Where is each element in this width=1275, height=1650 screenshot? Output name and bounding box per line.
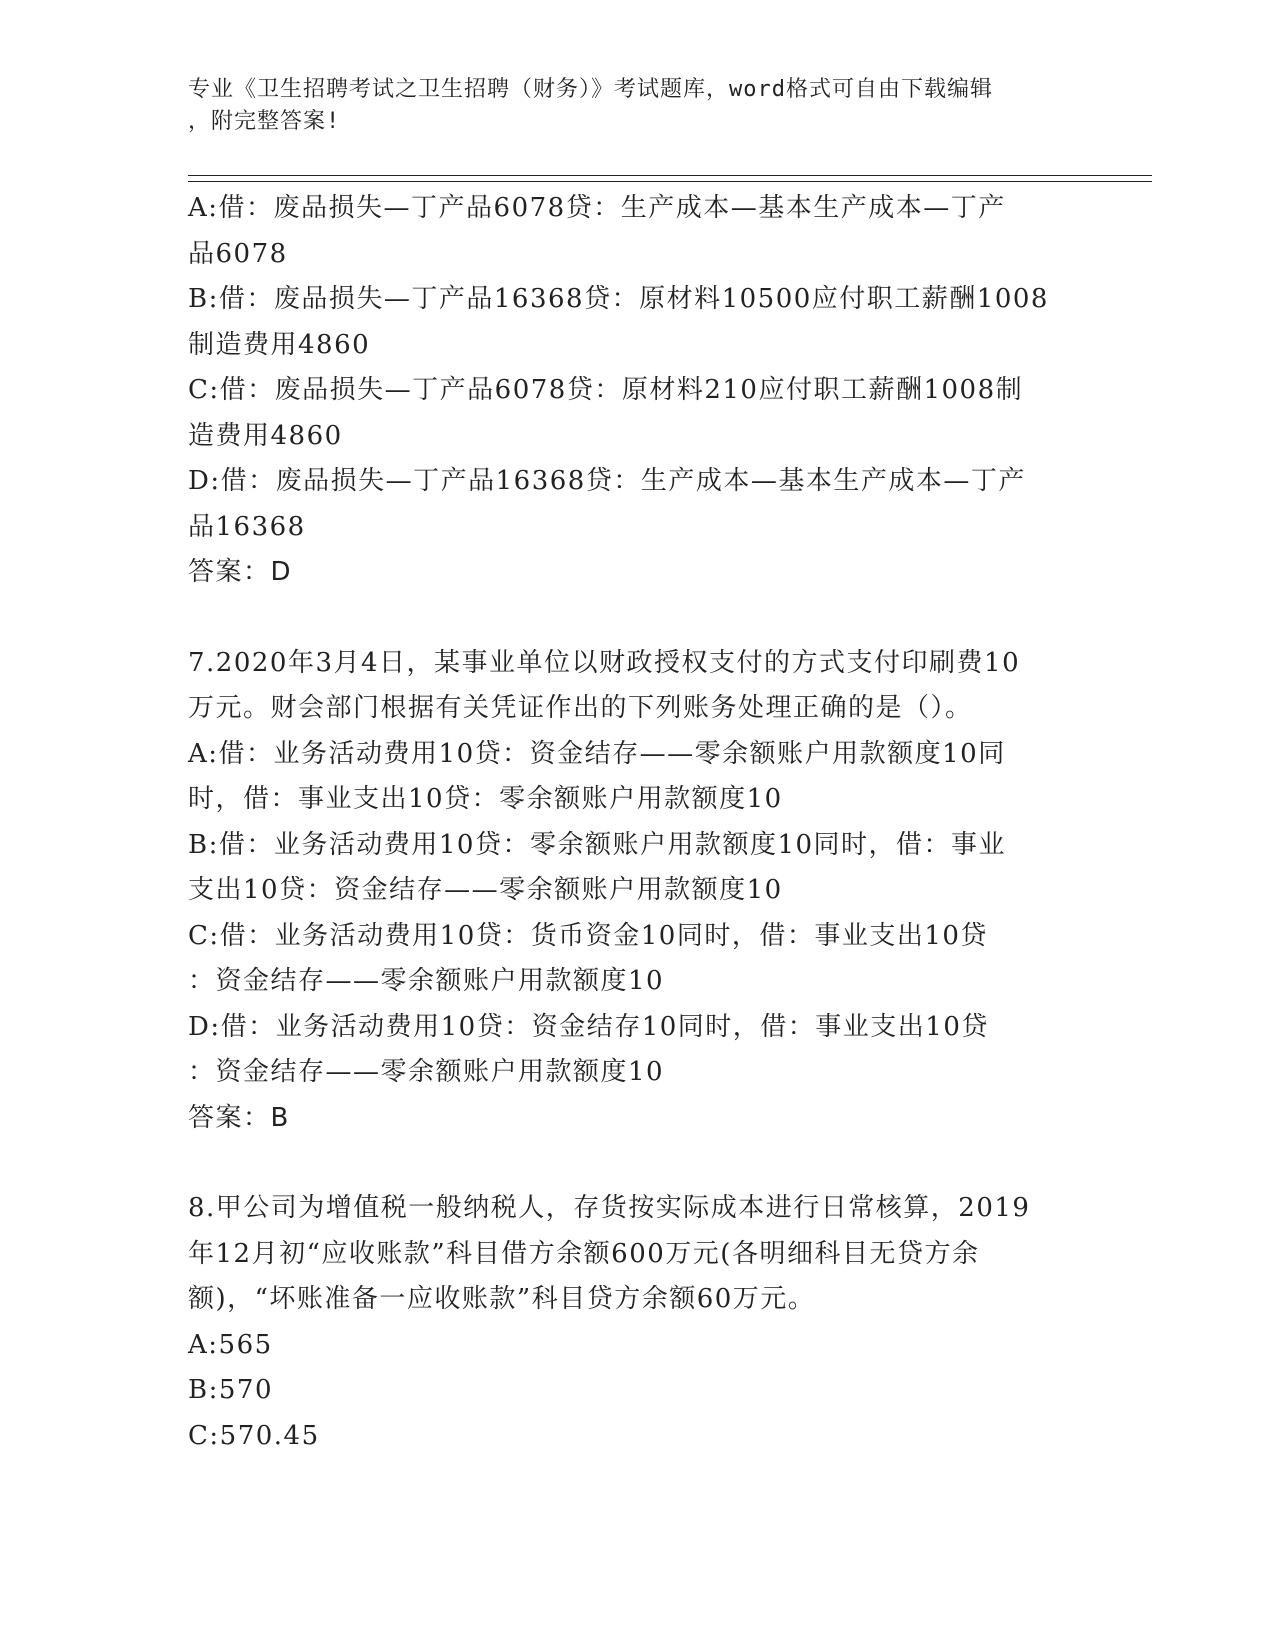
q7-option-b-line-2: 支出10贷：资金结存——零余额账户用款额度10 [188,875,783,905]
q6-option-d-line-1: D:借：废品损失—丁产品16368贷：生产成本—基本生产成本—丁产 [188,466,1026,496]
q7-option-a-line-2: 时，借：事业支出10贷：零余额账户用款额度10 [188,784,783,814]
document-header [188,74,1068,138]
q8-option-a: A:565 [188,1329,273,1360]
question-6 [188,186,1088,596]
q6-option-b-line-1: B:借：废品损失—丁产品16368贷：原材料10500应付职工薪酬1008 [188,284,1049,314]
document-body [188,186,1088,1459]
q8-option-b: B:570 [188,1375,273,1405]
question-8 [188,1186,1088,1459]
q6-option-d-line-2: 品16368 [188,511,306,542]
header-rule-top [188,175,1152,176]
q7-stem-line-2: 万元。财会部门根据有关凭证作出的下列账务处理正确的是（）。 [188,693,973,723]
q6-option-c-line-2: 造费用4860 [188,420,343,451]
header-rule-bottom [188,181,1152,182]
q6-answer: 答案：D [188,557,293,587]
q8-stem-line-2: 年12月初“应收账款”科目借方余额600万元(各明细科目无贷方余 [188,1238,980,1269]
q6-option-b-line-2: 制造费用4860 [188,329,371,360]
q7-option-c-line-1: C:借：业务活动费用10贷：货币资金10同时，借：事业支出10贷 [188,920,988,951]
q8-stem-line-1: 8.甲公司为增值税一般纳税人，存货按实际成本进行日常核算，2019 [188,1193,1031,1223]
q7-answer: 答案：B [188,1102,290,1133]
q7-option-b-line-1: B:借：业务活动费用10贷：零余额账户用款额度10同时，借：事业 [188,829,1007,860]
q6-option-a-line-2: 品6078 [188,238,288,269]
q7-option-d-line-2: ：资金结存——零余额账户用款额度10 [188,1057,665,1087]
spacer [188,1141,1088,1186]
header-line-1: 专业《卫生招聘考试之卫生招聘（财务）》考试题库，word格式可自由下载编辑 [188,77,993,102]
spacer [188,596,1088,641]
q8-option-c: C:570.45 [188,1420,320,1451]
question-7 [188,641,1088,1142]
q7-option-c-line-2: ：资金结存——零余额账户用款额度10 [188,966,665,996]
q7-option-a-line-1: A:借：业务活动费用10贷：资金结存——零余额账户用款额度10同 [188,738,1006,769]
q7-stem-line-1: 7.2020年3月4日，某事业单位以财政授权支付的方式支付印刷费10 [188,647,1021,678]
header-line-2: ，附完整答案! [188,109,341,134]
q7-option-d-line-1: D:借：业务活动费用10贷：资金结存10同时，借：事业支出10贷 [188,1011,989,1042]
q8-stem-line-3: 额)，“坏账准备一应收账款”科目贷方余额60万元。 [188,1284,816,1314]
q6-option-c-line-1: C:借：废品损失—丁产品6078贷：原材料210应付职工薪酬1008制 [188,375,1024,405]
q6-option-a-line-1: A:借：废品损失—丁产品6078贷：生产成本—基本生产成本—丁产 [188,193,1006,223]
